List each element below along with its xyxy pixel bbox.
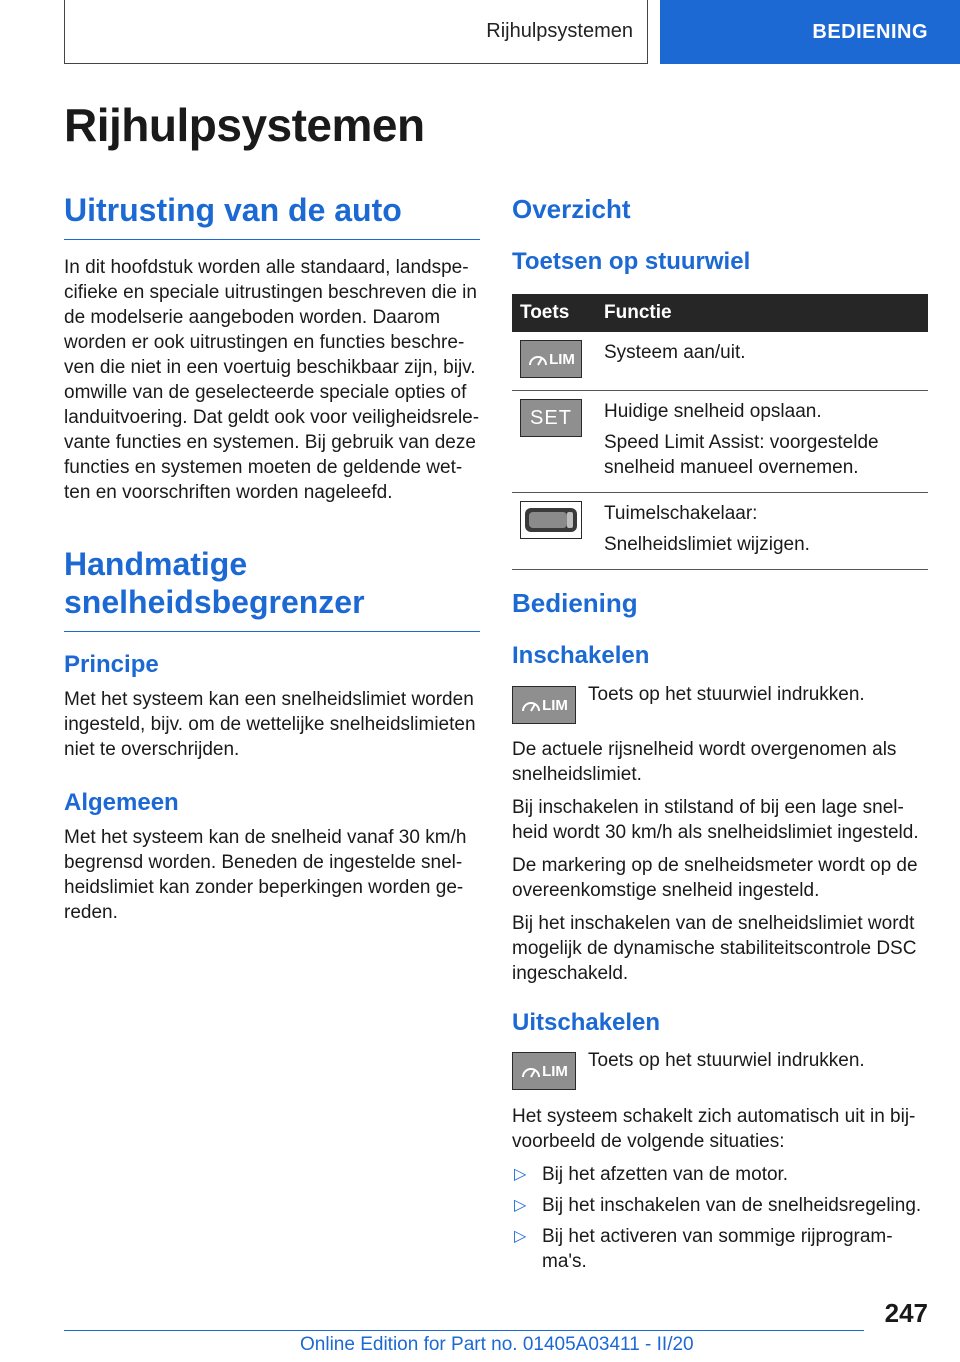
principe-paragraph xyxy=(64,687,480,762)
subsection-title-principe: Principe xyxy=(64,651,159,678)
table-cell-key xyxy=(512,493,596,570)
page-title: Rijhulpsystemen xyxy=(64,99,425,151)
text-line: cifieke en speciale uitrustingen beschreven die in xyxy=(64,282,477,303)
text-line: de modelserie aangeboden worden. Daarom xyxy=(64,307,441,328)
text-line: overeenkomstige snelheid ingesteld. xyxy=(512,880,820,901)
section-title-overzicht: Overzicht xyxy=(512,194,631,224)
text-line: omwille van de geselecteerde speciale opties of xyxy=(64,382,467,403)
bullet-triangle-icon: ▷ xyxy=(514,1197,527,1214)
text-line: niet te overschrijden. xyxy=(64,739,240,760)
inschakelen-paragraphs xyxy=(512,737,928,986)
table-header-function: Functie xyxy=(596,294,928,332)
bullet-triangle-icon: ▷ xyxy=(514,1166,527,1183)
table-cell-function xyxy=(596,332,928,391)
text-line: Het systeem schakelt zich automatisch uit in bij- xyxy=(512,1106,916,1127)
key-label: LIM xyxy=(549,350,575,368)
function-line: Systeem aan/uit. xyxy=(604,342,746,363)
subsection-title-inschakelen: Inschakelen xyxy=(512,642,650,669)
header-chapter-tab xyxy=(660,0,960,64)
subsection-title-uitschakelen: Uitschakelen xyxy=(512,1009,661,1036)
section-title-bediening: Bediening xyxy=(512,588,638,618)
inschakelen-key-text: Toets op het stuurwiel indrukken. xyxy=(588,684,865,705)
text-line: Met het systeem kan een snelheidslimiet worden xyxy=(64,689,474,710)
table-cell-key xyxy=(512,391,596,493)
list-item-text: ma's. xyxy=(542,1251,587,1272)
table-cell-key xyxy=(512,332,596,391)
list-item xyxy=(512,1224,928,1274)
function-line: Snelheidslimiet wijzigen. xyxy=(604,534,810,555)
list-item xyxy=(512,1162,928,1187)
text-line: ingesteld, bijv. om de wettelijke snelheidslimieten xyxy=(64,714,476,735)
section-title-line: snelheidsbegrenzer xyxy=(64,584,365,620)
page-number: 247 xyxy=(884,1298,928,1328)
text-line: vante functies en systemen. Bij gebruik van deze xyxy=(64,432,476,453)
text-line: reden. xyxy=(64,902,118,923)
key-label: LIM xyxy=(542,1062,568,1080)
table-row xyxy=(512,391,928,493)
text-line: Bij inschakelen in stilstand of bij een lage snel- xyxy=(512,797,904,818)
list-item-text: Bij het activeren van sommige rijprogram- xyxy=(542,1226,893,1247)
function-line: Tuimelschakelaar: xyxy=(604,503,758,524)
text-line: mogelijk de dynamische stabiliteitscontrole DSC xyxy=(512,938,917,959)
list-item-text: Bij het inschakelen van de snelheidsregeling. xyxy=(542,1195,922,1216)
table-row xyxy=(512,332,928,391)
text-line: landuitvoering. Dat geldt ook voor veiligheidsrele- xyxy=(64,407,480,428)
text-line: heid wordt 30 km/h als snelheidslimiet ingesteld. xyxy=(512,822,919,843)
footer-edition: Online Edition for Part no. 01405A03411 - II/20 xyxy=(300,1334,694,1355)
table-row xyxy=(512,493,928,570)
header-section-tab xyxy=(64,0,648,64)
header-chapter-label: BEDIENING xyxy=(812,20,928,43)
speed-limiter-lim-icon xyxy=(512,1052,576,1090)
text-line: ingeschakeld. xyxy=(512,963,629,984)
list-item xyxy=(512,1193,928,1218)
speed-limiter-lim-icon xyxy=(520,340,582,378)
text-line: worden er ook uitrustingen en functies beschre- xyxy=(64,332,465,353)
bullet-triangle-icon: ▷ xyxy=(514,1228,527,1245)
key-label: SET xyxy=(530,406,572,429)
subsection-title-toetsen: Toetsen op stuurwiel xyxy=(512,248,751,275)
uitschakelen-key-text: Toets op het stuurwiel indrukken. xyxy=(588,1050,865,1071)
algemeen-paragraph xyxy=(64,825,480,925)
set-button-icon xyxy=(520,399,582,437)
table-header-key: Toets xyxy=(512,294,596,332)
rocker-switch-icon xyxy=(520,501,582,539)
text-line: heidslimiet kan zonder beperkingen worden ge- xyxy=(64,877,464,898)
text-line: De markering op de snelheidsmeter wordt op de xyxy=(512,855,918,876)
text-line: In dit hoofdstuk worden alle standaard, landspe- xyxy=(64,257,469,278)
key-function-table xyxy=(512,294,928,570)
text-line: begrensd worden. Beneden de ingestelde snel- xyxy=(64,852,463,873)
text-line: snelheidslimiet. xyxy=(512,764,642,785)
text-line: Met het systeem kan de snelheid vanaf 30 km/h xyxy=(64,827,467,848)
text-line: ven die niet in een voertuig beschikbaar zijn, bijv. xyxy=(64,357,476,378)
text-line: ten en voorschriften worden nageleefd. xyxy=(64,482,393,503)
function-line: Speed Limit Assist: voorgestelde snelheid manueel overnemen. xyxy=(604,432,879,478)
text-line: Bij het inschakelen van de snelheidslimiet wordt xyxy=(512,913,915,934)
text-line: voorbeeld de volgende situaties: xyxy=(512,1131,785,1152)
section-title-handmatige xyxy=(64,545,480,632)
section-title-uitrusting: Uitrusting van de auto xyxy=(64,192,480,240)
key-label: LIM xyxy=(542,696,568,714)
text-line: De actuele rijsnelheid wordt overgenomen als xyxy=(512,739,897,760)
table-cell-function xyxy=(596,391,928,493)
situation-list xyxy=(512,1162,928,1280)
text-line: functies en systemen moeten de geldende wet- xyxy=(64,457,463,478)
function-line: Huidige snelheid opslaan. xyxy=(604,401,822,422)
table-cell-function xyxy=(596,493,928,570)
header-section-label: Rijhulpsystemen xyxy=(486,20,633,42)
footer-divider xyxy=(64,1330,864,1331)
list-item-text: Bij het afzetten van de motor. xyxy=(542,1164,789,1185)
subsection-title-algemeen: Algemeen xyxy=(64,789,179,816)
section-title-line: Handmatige xyxy=(64,546,248,582)
speed-limiter-lim-icon xyxy=(512,686,576,724)
uitrusting-paragraph xyxy=(64,255,480,505)
uitschakelen-paragraph xyxy=(512,1104,928,1154)
table-header-row xyxy=(512,294,928,332)
